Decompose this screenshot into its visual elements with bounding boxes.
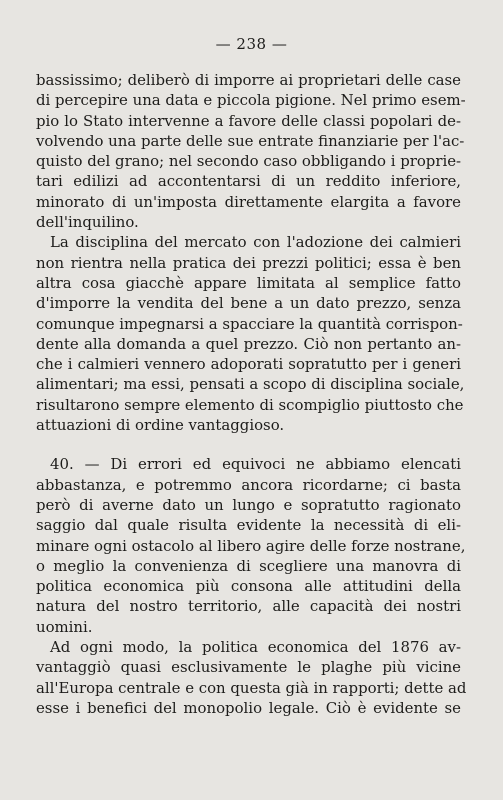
text-line: minare ogni ostacolo al libero agire delle forze nostrane, [36, 536, 466, 555]
body-text [36, 70, 467, 718]
text-line: natura del nostro territorio, alle capacità dei nostri [36, 597, 461, 616]
text-line: minorato di un'imposta direttamente elargita a favore [36, 192, 461, 211]
text-line: saggio dal quale risulta evidente la necessità di eli- [36, 516, 461, 535]
text-line: uomini. [36, 617, 93, 636]
page-number: — 238 — [215, 35, 288, 53]
paragraph-3 [36, 454, 466, 637]
text-line: esse i benefici del monopolio legale. Ciò è evidente se [36, 698, 461, 717]
section-gap [36, 435, 461, 454]
text-line: vantaggiò quasi esclusivamente le plaghe più vicine [36, 658, 461, 677]
text-line: o meglio la convenienza di scegliere una manovra di [36, 556, 461, 575]
text-line: volvendo una parte delle sue entrate finanziarie per l'ac- [36, 131, 465, 150]
paragraph-1 [36, 70, 466, 232]
text-line: che i calmieri vennero adoporati sopratutto per i generi [36, 355, 461, 374]
text-line: quisto del grano; nel secondo caso obbligando i proprie- [36, 152, 462, 171]
text-line: risultarono sempre elemento di scompiglio piuttosto che [36, 395, 464, 414]
text-line: di percepire una data e piccola pigione. Nel primo esem- [36, 91, 466, 110]
text-line: comunque impegnarsi a spacciare la quantità corrispon- [36, 314, 463, 333]
text-line: 40. — Di errori ed equivoci ne abbiamo elencati [50, 455, 461, 474]
text-line: altra cosa giacchè appare limitata al semplice fatto [36, 273, 461, 292]
text-line: attuazioni di ordine vantaggioso. [36, 416, 285, 435]
text-line: però di averne dato un lungo e sopratutto ragionato [36, 495, 461, 514]
text-line: all'Europa centrale e con questa già in rapporti; dette ad [36, 678, 467, 697]
text-line: bassissimo; deliberò di imporre ai proprietari delle case [36, 71, 461, 89]
text-line: d'imporre la vendita del bene a un dato prezzo, senza [36, 294, 461, 313]
text-line: abbastanza, e potremmo ancora ricordarne; ci basta [36, 475, 461, 494]
paragraph-2 [36, 232, 465, 435]
text-line: dente alla domanda a quel prezzo. Ciò non pertanto an- [36, 334, 461, 353]
text-line: dell'inquilino. [36, 213, 139, 232]
text-line: tari edilizi ad accontentarsi di un reddito inferiore, [36, 172, 461, 191]
text-line: non rientra nella pratica dei prezzi politici; essa è ben [36, 253, 461, 272]
text-line: alimentari; ma essi, pensati a scopo di disciplina sociale, [36, 375, 465, 394]
text-line: Ad ogni modo, la politica economica del 1876 av- [50, 638, 461, 657]
paragraph-4 [36, 637, 467, 718]
text-line: pio lo Stato intervenne a favore delle classi popolari de- [36, 111, 461, 130]
text-line: La disciplina del mercato con l'adozione dei calmieri [50, 233, 461, 252]
text-line: politica economica più consona alle attitudini della [36, 577, 461, 596]
